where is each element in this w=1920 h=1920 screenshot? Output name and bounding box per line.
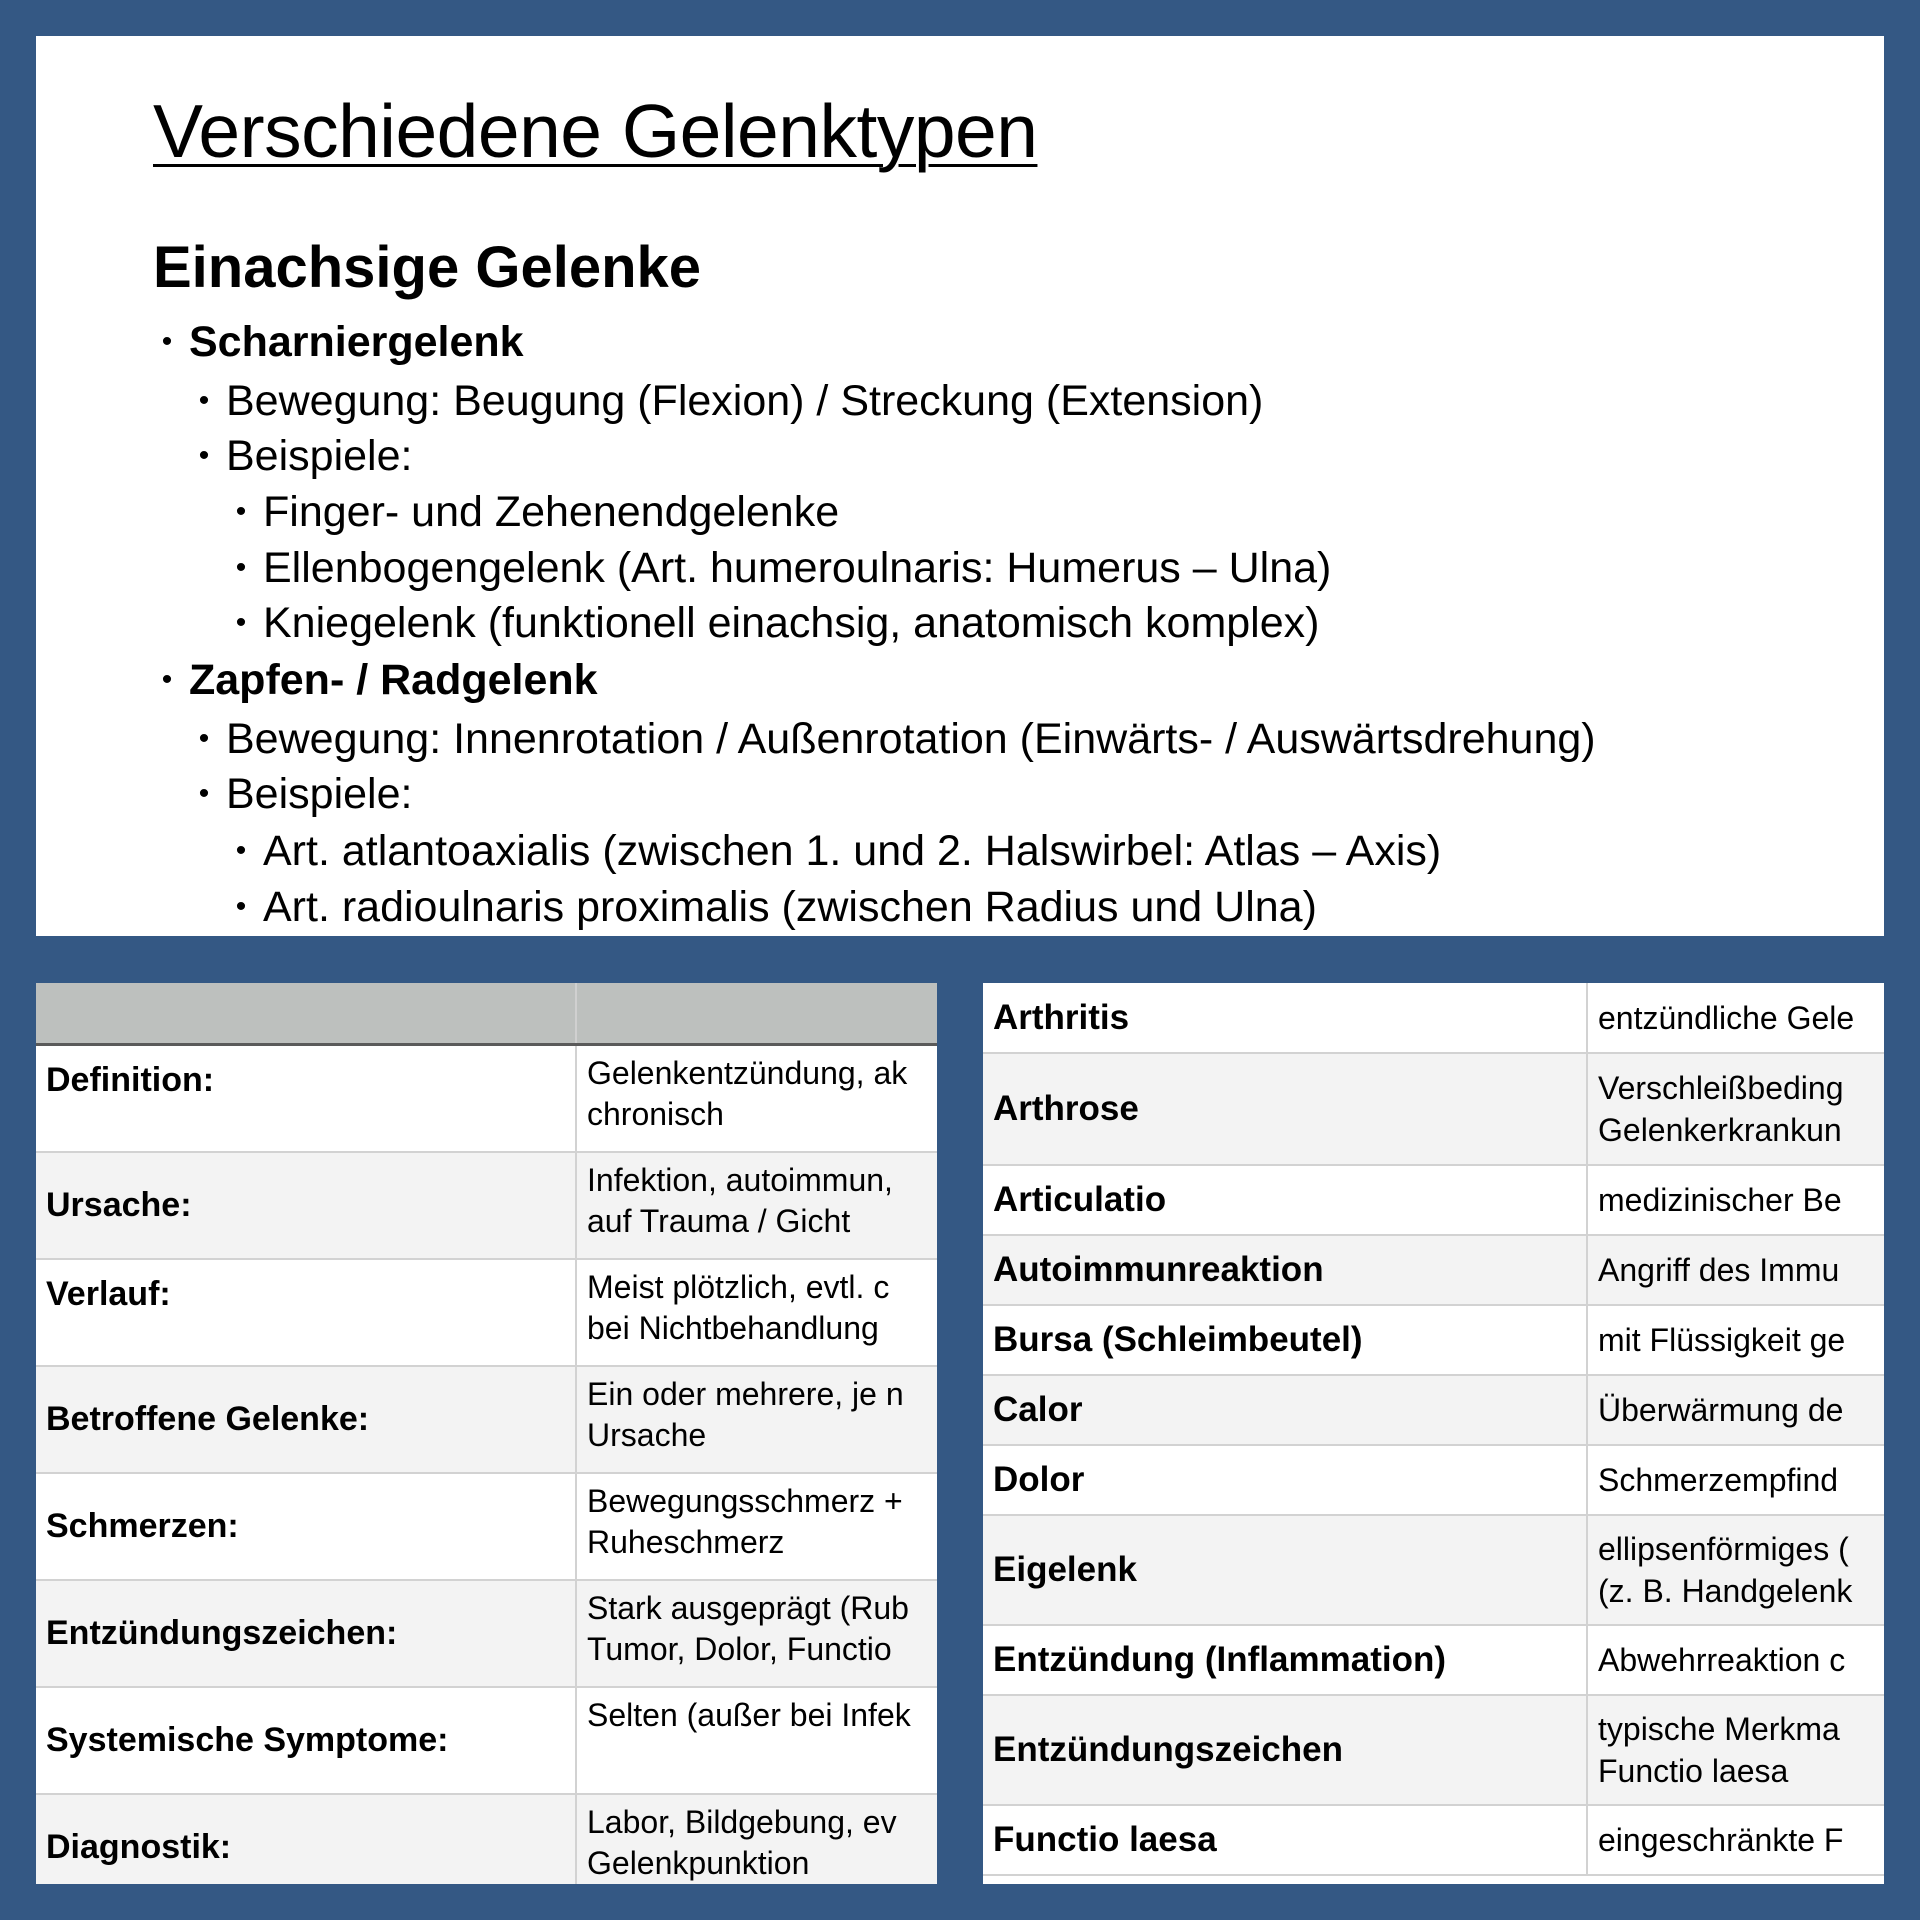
bullet-item-text: Kniegelenk (funktionell einachsig, anatomisch komplex) (263, 599, 1320, 647)
glossary-row (983, 1695, 1884, 1805)
glossary-row (983, 1235, 1884, 1305)
bullet-glyph: • (198, 722, 210, 755)
bullet-item-level-3 (235, 487, 840, 537)
row-label: Ursache: (36, 1152, 576, 1259)
bullet-glyph: • (235, 834, 247, 867)
row-label: Diagnostik: (36, 1794, 576, 1885)
table-row (36, 1366, 937, 1473)
bullet-item-level-3 (235, 882, 1317, 932)
bullet-glyph: • (235, 890, 247, 923)
table-row (36, 1687, 937, 1794)
glossary-description: Angriff des Immu (1587, 1235, 1884, 1305)
glossary-description: Schmerzempfind (1587, 1445, 1884, 1515)
bullet-item-text: Art. atlantoaxialis (zwischen 1. und 2. Halswirbel: Atlas – Axis) (263, 827, 1442, 875)
glossary-term: Articulatio (983, 1165, 1587, 1235)
table-header-row (36, 983, 937, 1045)
notes-document-panel (36, 36, 1884, 936)
table-row (36, 1259, 937, 1366)
row-value: Labor, Bildgebung, ev Gelenkpunktion (576, 1794, 937, 1885)
row-value: Bewegungsschmerz + Ruheschmerz (576, 1473, 937, 1580)
glossary-table (983, 983, 1884, 1876)
glossary-term: Arthrose (983, 1053, 1587, 1165)
table-row (36, 1473, 937, 1580)
glossary-description: ellipsenförmiges ( (z. B. Handgelenk (1587, 1515, 1884, 1625)
glossary-description: typische Merkma Functio laesa (1587, 1695, 1884, 1805)
row-label: Entzündungszeichen: (36, 1580, 576, 1687)
glossary-term: Eigelenk (983, 1515, 1587, 1625)
bullet-item-text: Beispiele: (226, 432, 413, 480)
table-header-arthritis (576, 983, 937, 1045)
bullet-glyph: • (198, 777, 210, 810)
glossary-term: Dolor (983, 1445, 1587, 1515)
glossary-row (983, 1053, 1884, 1165)
row-value: Meist plötzlich, evtl. c bei Nichtbehandlung (576, 1259, 937, 1366)
glossary-term: Arthritis (983, 983, 1587, 1053)
bullet-item-level-3 (235, 826, 1442, 876)
row-label: Schmerzen: (36, 1473, 576, 1580)
glossary-row (983, 1165, 1884, 1235)
arthritis-comparison-panel (36, 983, 937, 1884)
glossary-term: Functio laesa (983, 1805, 1587, 1875)
bullet-item-text: Finger- und Zehenendgelenke (263, 488, 840, 536)
bullet-glyph: • (235, 551, 247, 584)
bullet-glyph: • (235, 606, 247, 639)
table-row (36, 1045, 937, 1152)
bullet-item-text: Zapfen- / Radgelenk (189, 656, 598, 704)
bullet-item-level-2 (198, 431, 413, 481)
row-label: Systemische Symptome: (36, 1687, 576, 1794)
row-value: Ein oder mehrere, je n Ursache (576, 1366, 937, 1473)
glossary-row (983, 983, 1884, 1053)
bullet-glyph: • (161, 325, 173, 358)
glossary-row (983, 1515, 1884, 1625)
bullet-item-level-2 (198, 376, 1264, 426)
glossary-term: Bursa (Schleimbeutel) (983, 1305, 1587, 1375)
table-row (36, 1794, 937, 1885)
glossary-description: Verschleißbeding Gelenkerkrankun (1587, 1053, 1884, 1165)
bullet-item-text: Bewegung: Beugung (Flexion) / Streckung (Extension) (226, 377, 1264, 425)
table-header-blank-cell (36, 983, 576, 1045)
table-row (36, 1152, 937, 1259)
bullet-item-level-3 (235, 598, 1320, 648)
section-heading: Einachsige Gelenke (153, 235, 702, 300)
bullet-item-level-1 (161, 655, 598, 705)
glossary-description: Abwehrreaktion c (1587, 1625, 1884, 1695)
bullet-item-level-2 (198, 714, 1596, 764)
glossary-row (983, 1375, 1884, 1445)
glossary-description: eingeschränkte F (1587, 1805, 1884, 1875)
glossary-row (983, 1445, 1884, 1515)
row-value: Stark ausgeprägt (Rub Tumor, Dolor, Functio (576, 1580, 937, 1687)
glossary-term: Calor (983, 1375, 1587, 1445)
glossary-description: medizinischer Be (1587, 1165, 1884, 1235)
bullet-item-text: Scharniergelenk (189, 318, 524, 366)
arthritis-comparison-table (36, 983, 937, 1884)
row-value: Selten (außer bei Infek (576, 1687, 937, 1794)
bullet-glyph: • (198, 384, 210, 417)
bullet-item-level-1 (161, 317, 524, 367)
glossary-row (983, 1805, 1884, 1875)
glossary-term: Entzündung (Inflammation) (983, 1625, 1587, 1695)
row-value: Gelenkentzündung, ak chronisch (576, 1045, 937, 1152)
glossary-panel (983, 983, 1884, 1884)
bullet-item-level-2 (198, 769, 413, 819)
row-value: Infektion, autoimmun, auf Trauma / Gicht (576, 1152, 937, 1259)
glossary-term: Autoimmunreaktion (983, 1235, 1587, 1305)
bullet-item-text: Art. radioulnaris proximalis (zwischen Radius und Ulna) (263, 883, 1317, 931)
glossary-description: entzündliche Gele (1587, 983, 1884, 1053)
glossary-description: mit Flüssigkeit ge (1587, 1305, 1884, 1375)
document-title: Verschiedene Gelenktypen (153, 89, 1038, 173)
row-label: Verlauf: (36, 1259, 576, 1366)
table-row (36, 1580, 937, 1687)
row-label: Betroffene Gelenke: (36, 1366, 576, 1473)
bullet-item-text: Bewegung: Innenrotation / Außenrotation (Einwärts- / Auswärtsdrehung) (226, 715, 1596, 763)
row-label: Definition: (36, 1045, 576, 1152)
bullet-glyph: • (198, 439, 210, 472)
glossary-description: Überwärmung de (1587, 1375, 1884, 1445)
glossary-term: Entzündungszeichen (983, 1695, 1587, 1805)
bullet-item-text: Beispiele: (226, 770, 413, 818)
glossary-row (983, 1625, 1884, 1695)
bullet-glyph: • (161, 663, 173, 696)
glossary-row (983, 1305, 1884, 1375)
bullet-glyph: • (235, 495, 247, 528)
bullet-item-level-3 (235, 543, 1332, 593)
bullet-item-text: Ellenbogengelenk (Art. humeroulnaris: Humerus – Ulna) (263, 544, 1332, 592)
